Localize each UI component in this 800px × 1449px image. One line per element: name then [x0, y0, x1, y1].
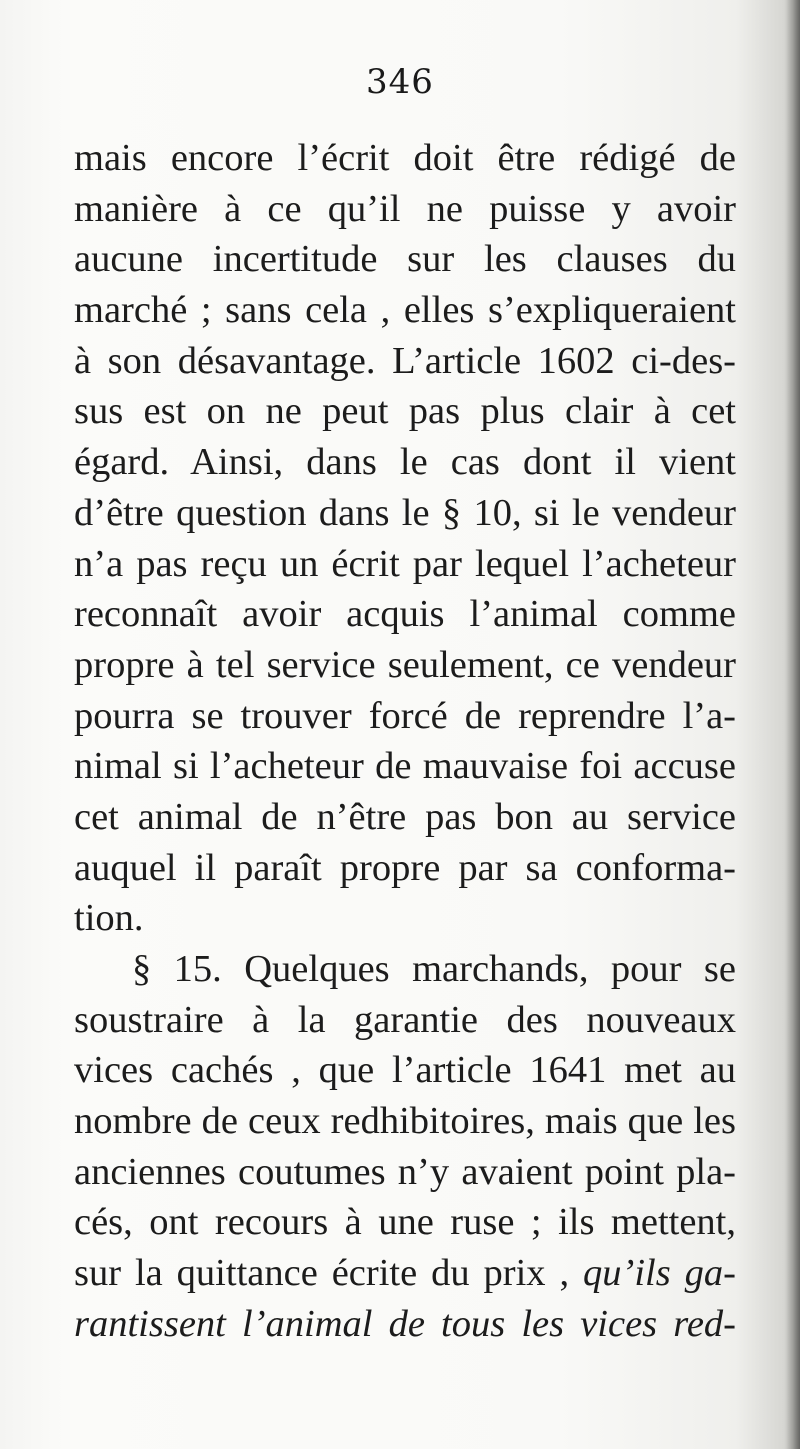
- text-line: reconnaît avoir acquis l’animal comme: [74, 593, 736, 636]
- text-line: cet animal de n’être pas bon au service: [74, 795, 736, 838]
- text-line: vices cachés , que l’article 1641 met au: [74, 1049, 736, 1092]
- text-line: d’être question dans le § 10, si le vendeur: [74, 491, 736, 534]
- page-edge-shadow: [786, 0, 800, 1449]
- body-text: [74, 133, 736, 1350]
- text-line: soustraire à la garantie des nouveaux: [74, 998, 736, 1041]
- text-line: aucune incertitude sur les clauses du: [74, 238, 736, 281]
- text-line: manière à ce qu’il ne puisse y avoir: [74, 187, 736, 230]
- text-line: propre à tel service seulement, ce vendeur: [74, 643, 736, 686]
- text-line: mais encore l’écrit doit être rédigé de: [74, 137, 736, 179]
- roman-text: sur la quittance écrite du prix ,: [74, 1252, 584, 1295]
- text-line: égard. Ainsi, dans le cas dont il vient: [74, 441, 736, 484]
- text-line: marché ; sans cela , elles s’expliqueraient: [74, 289, 736, 332]
- text-line: sus est on ne peut pas plus clair à cet: [74, 390, 736, 433]
- italic-line: [74, 1299, 736, 1350]
- text-line: nombre de ceux redhibitoires, mais que les: [74, 1100, 736, 1143]
- page-number: 346: [366, 62, 434, 102]
- text-line: à son désavantage. L’article 1602 ci-des-: [74, 339, 736, 382]
- mixed-italic-line: [74, 1248, 736, 1299]
- text-line: tion.: [74, 897, 144, 940]
- text-line: auquel il paraît propre par sa conforma-: [74, 846, 736, 889]
- text-line: pourra se trouver forcé de reprendre l’a-: [74, 694, 736, 737]
- section-start-line: § 15. Quelques marchands, pour se: [132, 948, 736, 990]
- text-line: cés, ont recours à une ruse ; ils mettent,: [74, 1201, 736, 1244]
- text-line: n’a pas reçu un écrit par lequel l’acheteur: [74, 542, 736, 585]
- italic-text: qu’ils ga-: [583, 1252, 736, 1295]
- text-line: anciennes coutumes n’y avaient point pla-: [74, 1150, 736, 1193]
- text-line: nimal si l’acheteur de mauvaise foi accuse: [74, 745, 736, 788]
- italic-text: rantissent l’animal de tous les vices red-: [74, 1302, 736, 1345]
